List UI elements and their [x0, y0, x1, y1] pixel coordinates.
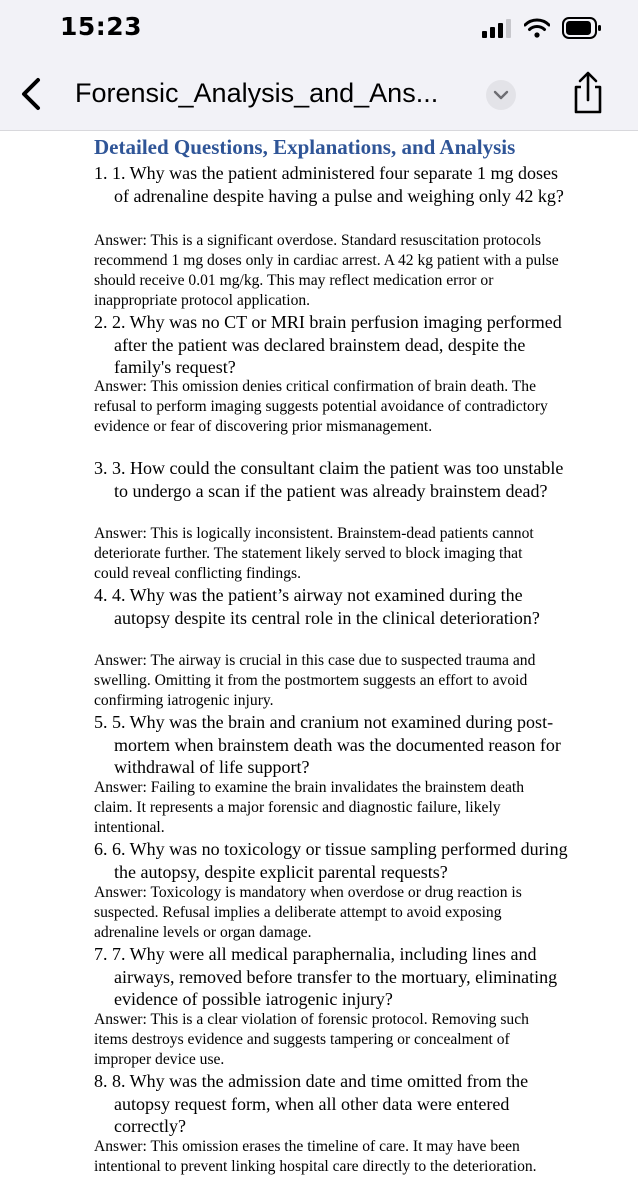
- question-5: 5. 5. Why was the brain and cranium not examined during post-mortem when brainstem death was the documented reason for withdrawal of life support?: [94, 712, 561, 777]
- document-heading: Detailed Questions, Explanations, and Analysis: [94, 135, 516, 159]
- answer-1: Answer: This is a significant overdose. Standard resuscitation protocols recommend 1 mg doses only in cardiac arrest. A 42 kg patient with a pulse should receive 0.01 mg/kg. This may reflect medication error or inappropriate protocol application.: [94, 232, 559, 309]
- question-4: 4. 4. Why was the patient’s airway not examined during the autopsy despite its central role in the clinical deterioration?: [94, 585, 540, 628]
- back-button[interactable]: [14, 74, 50, 114]
- share-icon: [568, 70, 608, 116]
- question-8: 8. 8. Why was the admission date and time omitted from the autopsy request form, when all other data were entered correctly?: [94, 1071, 529, 1136]
- answer-8: Answer: This omission erases the timeline of care. It may have been intentional to prevent linking hospital care directly to the deterioration.: [94, 1138, 537, 1175]
- status-icons: [482, 16, 602, 44]
- battery-icon: [562, 17, 602, 44]
- answer-2: Answer: This omission denies critical confirmation of brain death. The refusal to perform imaging suggests potential avoidance of contradictory evidence or fear of discovering prior mismanagement.: [94, 378, 548, 435]
- question-6: 6. 6. Why was no toxicology or tissue sampling performed during the autopsy, despite explicit parental requests?: [94, 839, 568, 882]
- title-menu-button[interactable]: [486, 80, 516, 110]
- answer-7: Answer: This is a clear violation of forensic protocol. Removing such items destroys evidence and suggests tampering or concealment of improper device use.: [94, 1011, 529, 1068]
- answer-3: Answer: This is logically inconsistent. Brainstem-dead patients cannot deteriorate further. The statement likely served to block imaging that could reveal conflicting findings.: [94, 525, 534, 582]
- status-bar: [0, 0, 638, 60]
- chevron-down-icon: [486, 80, 516, 110]
- question-2: 2. 2. Why was no CT or MRI brain perfusion imaging performed after the patient was declared brainstem dead, despite the family's request?: [94, 312, 562, 377]
- back-chevron-icon: [14, 74, 50, 114]
- wifi-icon: [524, 18, 550, 43]
- answer-5: Answer: Failing to examine the brain invalidates the brainstem death claim. It represents a major forensic and diagnostic failure, likely intentional.: [94, 779, 525, 836]
- question-1: 1. 1. Why was the patient administered four separate 1 mg doses of adrenaline despite having a pulse and weighing only 42 kg?: [94, 163, 564, 206]
- answer-4: Answer: The airway is crucial in this case due to suspected trauma and swelling. Omitting it from the postmortem suggests an effort to avoid confirming iatrogenic injury.: [94, 652, 536, 709]
- answer-6: Answer: Toxicology is mandatory when overdose or drug reaction is suspected. Refusal implies a deliberate attempt to avoid exposing adrenaline levels or organ damage.: [94, 884, 522, 941]
- document-title: Forensic_Analysis_and_Ans...: [75, 78, 439, 108]
- status-time: 15:23: [60, 12, 143, 41]
- share-button[interactable]: [568, 70, 608, 116]
- nav-bar: [0, 60, 638, 131]
- question-3: 3. 3. How could the consultant claim the patient was too unstable to undergo a scan if the patient was already brainstem dead?: [94, 458, 564, 501]
- document-page: [0, 131, 638, 1200]
- question-7: 7. 7. Why were all medical paraphernalia, including lines and airways, removed before transfer to the mortuary, eliminating evidence of possible iatrogenic injury?: [94, 944, 558, 1009]
- signal-icon: [482, 18, 512, 43]
